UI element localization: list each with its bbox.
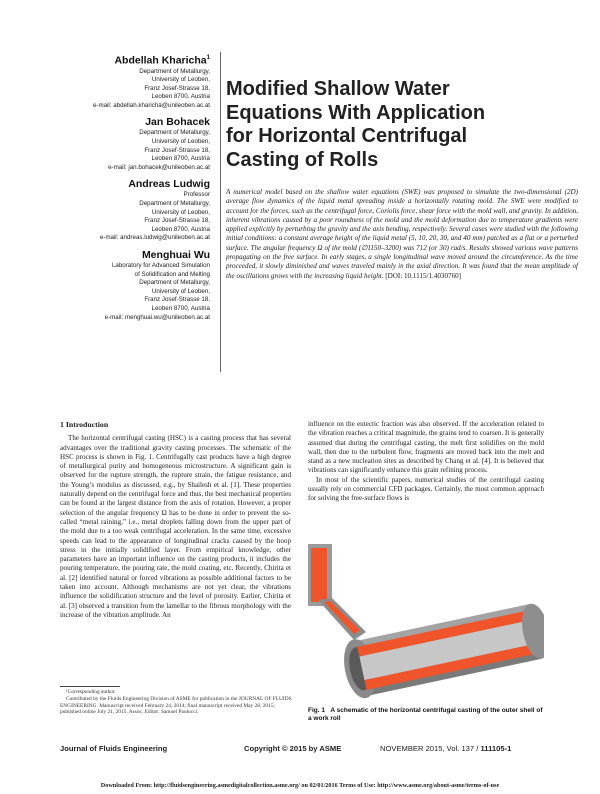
author-affiliation: University of Leoben, <box>151 287 210 295</box>
author-affiliation: University of Leoben, <box>151 76 210 84</box>
author-email[interactable]: e-mail: andreas.ludwig@unileoben.ac.at <box>99 234 210 242</box>
author-affiliation: of Solidification and Melting <box>134 270 210 278</box>
column-right <box>308 420 544 504</box>
author-block <box>40 178 210 243</box>
author-affiliation: Franz Josef-Strasse 18, <box>144 84 210 92</box>
author-affiliation: Franz Josef-Strasse 18, <box>144 146 210 154</box>
section-heading: 1 Introduction <box>60 420 109 429</box>
footnote-line: ¹Corresponding author. <box>66 689 116 695</box>
author-email[interactable]: e-mail: abdellah.kharicha@unileoben.ac.at <box>92 101 210 109</box>
author-name-text: Jan Bohacek <box>145 116 210 129</box>
author-name-text: Abdellah Kharicha <box>114 54 207 67</box>
author-affiliation: Leoben 8700, Austria <box>151 155 210 163</box>
paragraph: In most of the scientific papers, numerical studies of the centrifugal casting usually rely on commercial CFD packages. Certainly, the most common approach for solving the free-surface flows is <box>308 475 544 503</box>
author-list <box>40 52 210 328</box>
author-email[interactable]: e-mail: menghuai.wu@unileoben.ac.at <box>104 313 210 321</box>
author-block <box>40 52 210 110</box>
column-left <box>60 420 291 620</box>
author-affiliation: Department of Metallurgy, <box>139 279 210 287</box>
figure-schematic <box>308 540 544 700</box>
author-affiliation: Franz Josef-Strasse 18, <box>144 217 210 225</box>
figure-label: Fig. 1 <box>308 707 325 714</box>
doi[interactable]: [DOI: 10.1115/1.4030760] <box>385 271 462 280</box>
author-name-text: Andreas Ludwig <box>128 178 210 191</box>
author-affiliation: Department of Metallurgy, <box>139 67 210 75</box>
author-affiliation: Laboratory for Advanced Simulation <box>111 262 210 269</box>
title-line: for Horizontal Centrifugal <box>226 125 468 147</box>
footer-copyright: Copyright © 2015 by ASME <box>244 744 342 753</box>
author-affiliation: Professor <box>183 191 210 199</box>
footer-issue <box>380 744 511 753</box>
footer-page: 111105-1 <box>480 744 512 753</box>
paragraph: influence on the eutectic fraction was also observed. If the acceleration related to the vibration reaches a critical magnitude, the grains tend to coarsen. It is generally assumed that during the centrifugal casting, the melt first solidifies on the mold wall, then due to the turbulent flow, fragments are moved back into the melt and stand as a new nucleation sites as described by Chang et al. [4]. It is believed that vibrations can significantly enhance this grain refining process. <box>308 420 544 475</box>
abstract-text: A numerical model based on the shallow water equations (SWE) was proposed to simulate the two-dimensional (2D) average flow dynamics of the liquid metal spreading inside a horizontally rotating mold. The SWE were modified to account for the forces, such as the centrifugal force, Coriolis force, shear force with the mold wall, and gravity. In addition, inherent vibrations caused by a poor roundness of the mold and the mold deformation due to temperature gradients were applied explicitly by perturbing the gravity and the axis bending, respectively. Several cases were studied with the following initial conditions: a constant average height of the liquid metal (5, 10, 20, 30, and 40 mm) patched as a flat or a perturbed surface. The angular frequency Ω of the mold (∅1150–3200) was 712 (or 30) rad/s. Results showed various wave patterns propagating on the free surface. In early stages, a single longitudinal wave moved around the circumference. As the time proceeded, it slowly diminished and waves traveled mainly in the axial direction. It was found that the mean amplitude of the oscillations grows with the increasing liquid height. <box>226 188 578 280</box>
author-affiliation: Department of Metallurgy, <box>139 200 210 208</box>
author-block <box>40 249 210 322</box>
footnote-line: Contributed by the Fluids Engineering Division of ASME for publication in the JOURNAL OF FLUIDS ENGINEERING. Manuscript received February 24, 2014; final manuscript received May 28, 2015; published online July 21, 2015. Assoc. Editor: Samuel Paolucci. <box>60 695 292 716</box>
author-affiliation: University of Leoben, <box>151 208 210 216</box>
author-name <box>40 178 210 191</box>
divider <box>220 52 221 372</box>
figure-caption <box>308 707 544 724</box>
author-affiliation: University of Leoben, <box>151 138 210 146</box>
author-affiliation: Leoben 8700, Austria <box>151 93 210 101</box>
corresponding-mark: 1 <box>206 55 210 61</box>
download-notice[interactable]: Downloaded From: http://fluidsengineering.asmedigitalcollection.asme.org/ on 02/01/2016 Terms of Use: http://www.asme.org/about-asme/terms-of-use <box>100 782 500 789</box>
author-name <box>40 52 210 68</box>
author-name <box>40 249 210 262</box>
author-affiliation: Franz Josef-Strasse 18, <box>144 296 210 304</box>
author-name-text: Menghuai Wu <box>141 249 210 261</box>
footer-issue-text: NOVEMBER 2015, Vol. 137 / <box>380 744 479 753</box>
author-affiliation: Leoben 8700, Austria <box>151 225 210 233</box>
paper-title <box>226 78 566 172</box>
author-email[interactable]: e-mail: jan.bohacek@unileoben.ac.at <box>108 163 210 171</box>
title-line: Casting of Rolls <box>226 148 379 171</box>
footer-journal: Journal of Fluids Engineering <box>60 744 168 753</box>
author-block <box>40 116 210 172</box>
author-affiliation: Leoben 8700, Austria <box>151 304 210 312</box>
paragraph: The horizontal centrifugal casting (HSC) is a casting process that has several advantages over the traditional gravity casting processes. The schematic of the HSC process is shown in Fig. 1. Centrifugally cast products have a high degree of metallurgical purity and homogeneous microstructure. A significant gain is observed for the rupture strength, the rupture strain, the fatigue resistance, and the Young’s modulus as discussed, e.g., by Shailesh et al. [1]. These properties naturally depend on the centrifugal force and thus, the best mechanical properties can be found at the largest distance from the axis of rotation. However, a proper selection of the angular frequency Ω has to be done in order to prevent the so-called “metal raining,” i.e., metal droplets falling down from the upper part of the mold due to a too weak centrifugal acceleration. In the same time, excessive speeds can lead to the appearance of longitudinal cracks caused by the hoop stress in the initially solidified layer. From empirical knowledge, other parameters have an important influence on the casting products, it includes the pouring temperature, the pouring rate, the mold coating, etc. Recently, Chirita et al. [2] identified natural or forced vibrations as possible additional factors to be taken into account. Although mechanisms are not yet clear, the vibrations influence the solidification structure and the level of porosity. Earlier, Chirita et al. [3] observed a transition from the lamellar to the fibrous morphology with the increase of the vibration amplitude. An <box>60 434 291 619</box>
author-name <box>40 116 210 129</box>
figure-caption-text: A schematic of the horizontal centrifugal casting of the outer shell of a work roll <box>308 707 543 723</box>
abstract <box>226 188 578 281</box>
author-affiliation: Department of Metallurgy, <box>139 129 210 137</box>
title-line: Modified Shallow Water <box>226 78 450 100</box>
footnote-rule <box>60 686 120 687</box>
footnote <box>60 689 295 716</box>
title-line: Equations With Application <box>226 101 486 124</box>
trough-melt <box>324 601 360 634</box>
spout-melt <box>311 548 327 602</box>
